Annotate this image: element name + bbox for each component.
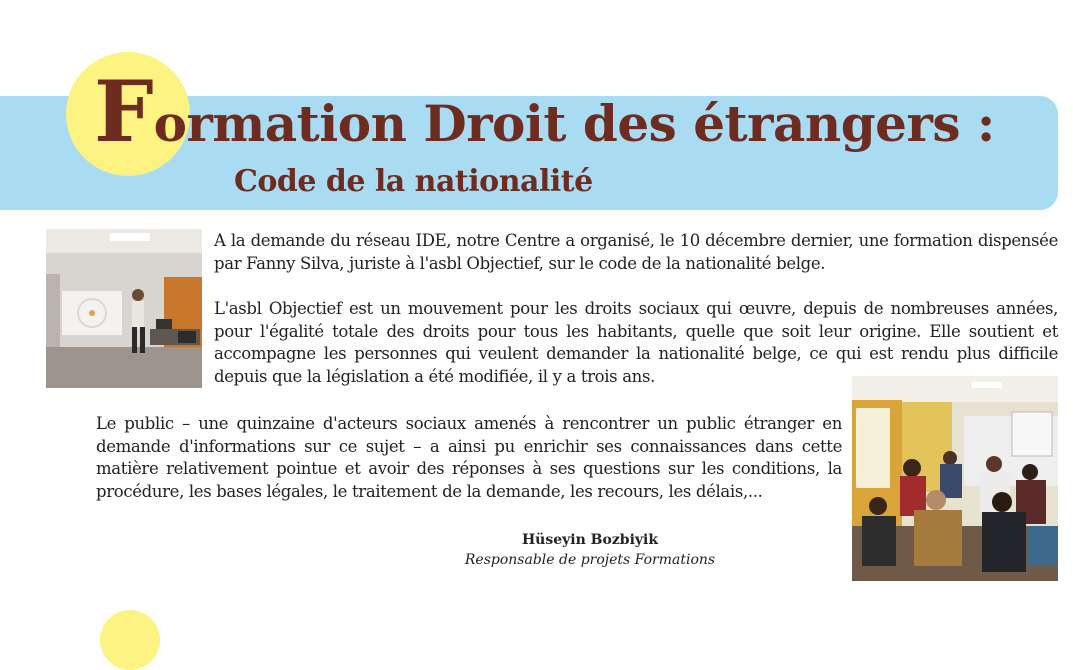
title-initial: F xyxy=(94,62,154,161)
training-presenter-photo xyxy=(46,229,202,388)
article-paragraph-1: A la demande du réseau IDE, notre Centre a organisé, le 10 décembre dernier, une formation dispensée par Fanny Silva, juriste à l'asbl Objectief, sur le code de la nationalité belge. xyxy=(214,231,1058,273)
page-subtitle: Code de la nationalité xyxy=(234,164,593,199)
page-title xyxy=(94,62,995,161)
sun-circle-decoration-bottom xyxy=(100,610,160,670)
title-rest: ormation Droit des étrangers : xyxy=(153,94,995,153)
article-paragraph-2: L'asbl Objectief est un mouvement pour les droits sociaux qui œuvre, depuis de nombreuses années, pour l'égalité totale des droits pour tous les habitants, quelle que soit leur origine. Elle soutient et accompagne les personnes qui veulent demander la nationalité belge, ce qui est rendu plus difficile depuis que la législation a été modifiée, il y a trois ans. xyxy=(214,299,1058,386)
article-paragraph-3: Le public – une quinzaine d'acteurs sociaux amenés à rencontrer un public étranger en demande d'informations sur ce sujet – a ainsi pu enrichir ses connaissances dans cette matière relativement pointue et avoir des réponses à ses questions sur les conditions, la procédure, les bases légales, le traitement de la demande, les recours, les délais,... xyxy=(96,414,842,501)
author-role: Responsable de projets Formations xyxy=(464,552,716,568)
author-name: Hüseyin Bozbiyik xyxy=(521,532,659,548)
training-audience-photo xyxy=(852,376,1058,581)
